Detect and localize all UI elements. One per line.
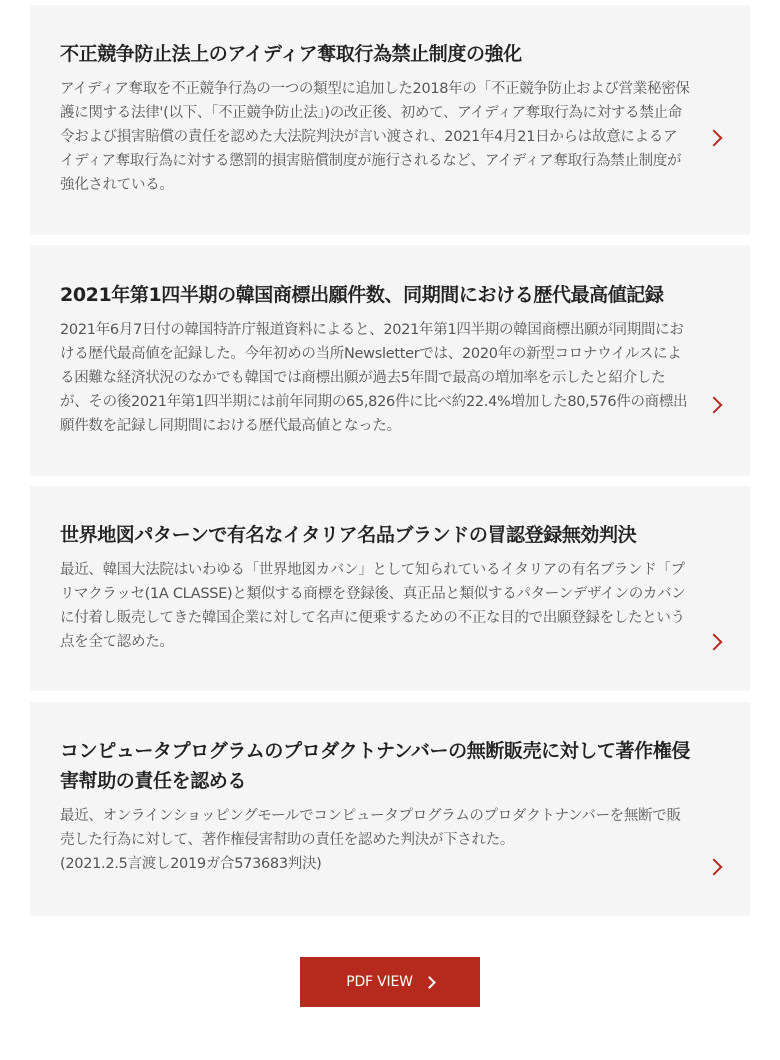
chevron-right-icon[interactable] — [706, 130, 723, 147]
article-title[interactable]: コンピュータプログラムのプロダクトナンバーの無断販売に対して著作権侵害幇助の責任を認める — [60, 740, 690, 792]
article-summary: 最近、オンラインショッピングモールでコンピュータプログラムのプロダクトナンバーを無断で販売した行為に対して、著作権侵害幇助の責任を認めた判決が下された。 (2021.2.5言渡し2019ガ合573683判決) — [60, 808, 681, 872]
article-title[interactable]: 世界地図パターンで有名なイタリア名品ブランドの冒認登録無効判決 — [60, 524, 637, 546]
article-card[interactable] — [30, 245, 750, 476]
chevron-right-icon — [423, 976, 436, 989]
chevron-right-icon[interactable] — [706, 397, 723, 414]
chevron-right-icon[interactable] — [706, 634, 723, 651]
article-summary: 最近、韓国大法院はいわゆる「世界地図カバン」として知られているイタリアの有名ブランド「プリマクラッセ(1A CLASSE)と類似する商標を登録後、真正品と類似するパターンデザインのカバンに付着し販売してきた韓国企業に対して名声に便乗するための不正な目的で出願登録をしたという点を全て認めた。 — [60, 562, 686, 650]
article-card[interactable] — [30, 486, 750, 691]
article-title[interactable]: 不正競争防止法上のアイディア奪取行為禁止制度の強化 — [60, 43, 522, 65]
article-card[interactable] — [30, 5, 750, 235]
article-card[interactable] — [30, 702, 750, 916]
article-title[interactable]: 2021年第1四半期の韓国商標出願件数、同期間における歴代最高値記録 — [60, 284, 664, 306]
article-summary: アイディア奪取を不正競争行為の一つの類型に追加した2018年の「不正競争防止および営業秘密保護に関する法律'(以下、「不正競争防止法」)の改正後、初めて、アイディア奪取行為に対する禁止命令および損害賠償の責任を認めた大法院判決が言い渡され、2021年4月21日からは故意によるアイディア奪取行為に対する懲罰的損害賠償制度が施行されるなど、アイディア奪取行為禁止制度が強化されている。 — [60, 81, 690, 193]
pdf-view-label: PDF VIEW — [346, 974, 413, 990]
chevron-right-icon[interactable] — [706, 859, 723, 876]
pdf-view-button[interactable] — [300, 957, 480, 1007]
article-summary: 2021年6月7日付の韓国特許庁報道資料によると、2021年第1四半期の韓国商標出願が同期間における歴代最高値を記録した。今年初めの当所Newsletterでは、2020年の新型コロナウイルスによる困難な経済状況のなかでも韓国では商標出願が過去5年間で最高の増加率を示したと紹介したが、その後2021年第1四半期には前年同期の65,826件に比べ約22.4%増加した80,576件の商標出願件数を記録し同期間における歴代最高値となった。 — [60, 322, 688, 434]
